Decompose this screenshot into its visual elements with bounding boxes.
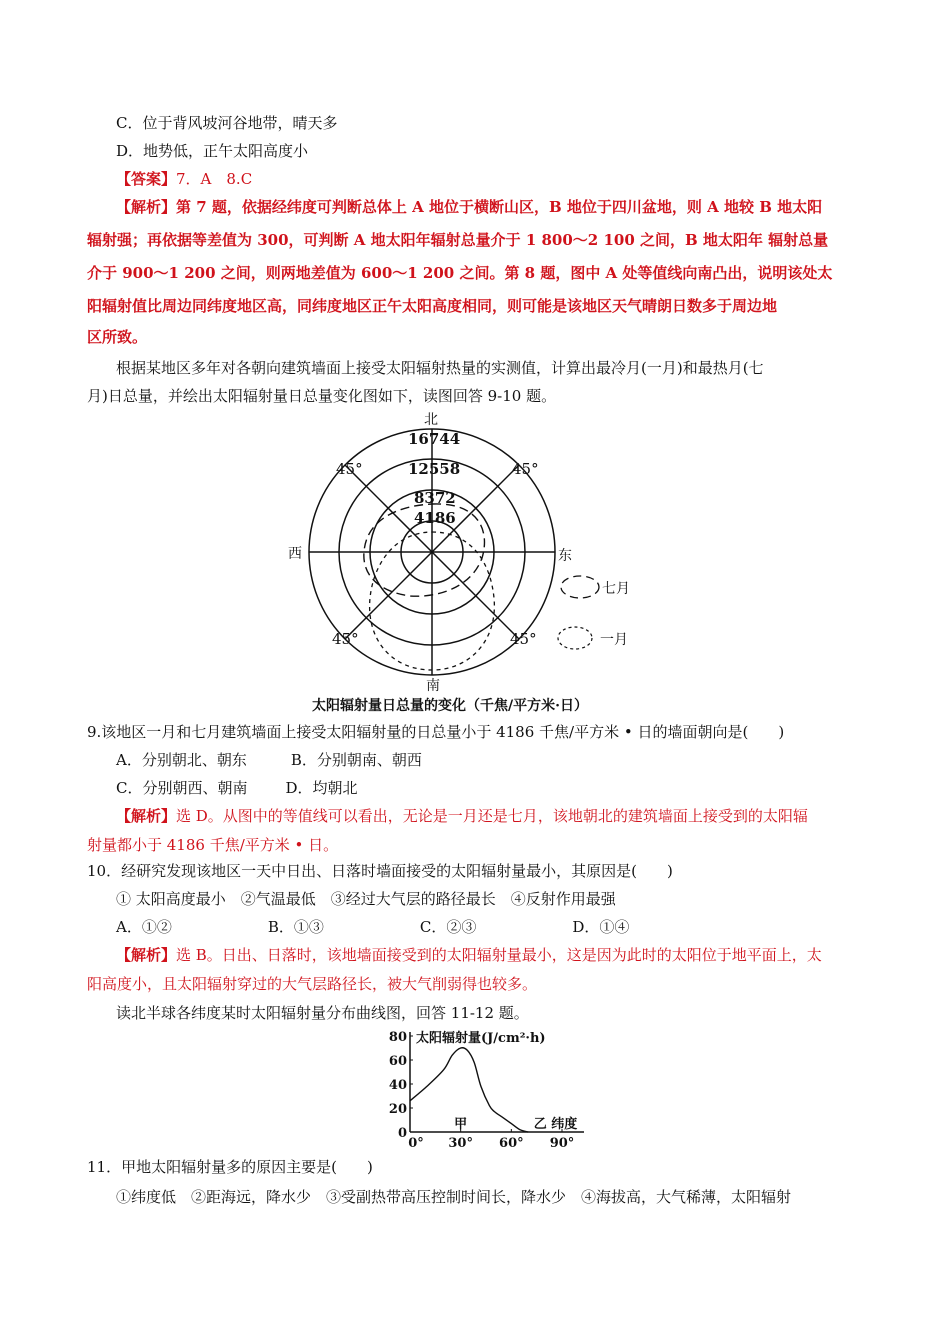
west-label: 西 (288, 546, 302, 562)
radiation-curve (410, 1048, 528, 1132)
legend-jan-label: 一月 (600, 632, 628, 648)
south-label: 南 (426, 678, 440, 694)
angle-label-nw: 45° (336, 460, 363, 478)
x-tick-label: 60° (499, 1136, 524, 1151)
angle-label-sw: 45° (332, 630, 359, 648)
q9-option-d: D．均朝北 (285, 779, 358, 797)
analysis-tag: 【解析】 (116, 807, 177, 825)
q8-option-d: D．地势低，正午太阳高度小 (116, 142, 309, 160)
intro-9-10-line: 月)日总量，并绘出太阳辐射量日总量变化图如下，读图回答 9-10 题。 (87, 387, 557, 405)
latitude-radiation-chart (388, 1028, 618, 1150)
y-tick-label: 80 (388, 1030, 407, 1045)
q10-stem: 10．经研究发现该地区一天中日出、日落时墙面接受的太阳辐射量最小，其原因是( ) (87, 862, 673, 880)
east-label: 东 (558, 548, 572, 564)
y-tick-label: 20 (388, 1102, 407, 1117)
annotation-jia: 甲 (454, 1117, 468, 1132)
answer-text: 7．A 8.C (176, 170, 253, 188)
q10-option-d: D．①④ (572, 918, 630, 936)
y-tick-label: 40 (388, 1078, 407, 1093)
q8-option-c: C．位于背风坡河谷地带，晴天多 (116, 114, 338, 132)
x-tick-label: 90° (549, 1136, 575, 1151)
q9-options-row (116, 749, 422, 771)
north-label: 北 (424, 412, 438, 428)
q10-options-row (116, 916, 629, 938)
q10-choices: ① 太阳高度最小 ②气温最低 ③经过大气层的路径最长 ④反射作用最强 (116, 890, 616, 908)
q11-stem: 11．甲地太阳辐射量多的原因主要是( ) (87, 1158, 373, 1176)
x-axis-label: 纬度 (551, 1117, 578, 1132)
q9-analysis-line: 射量都小于 4186 千焦/平方米 • 日。 (87, 836, 339, 854)
angle-label-se: 45° (510, 630, 537, 648)
q10-option-a: A．①② (116, 918, 172, 936)
q9-stem: 9.该地区一月和七月建筑墙面上接受太阳辐射量的日总量小于 4186 千焦/平方米 • 日的墙面朝向是( ) (87, 723, 785, 741)
ring-value-8372: 8372 (414, 489, 456, 507)
q9-option-a: A．分别朝北、朝东 (116, 751, 247, 769)
angle-label-ne: 45° (512, 460, 539, 478)
q10-analysis: 【解析】选 B。日出、日落时，该地墙面接受到的太阳辐射量最小，这是因为此时的太阳位于地平面上，太 (116, 946, 822, 964)
chart-title: 太阳辐射量(J/cm²·h) (416, 1031, 546, 1046)
y-tick-label: 0 (397, 1126, 407, 1141)
intro-11-12: 读北半球各纬度某时太阳辐射量分布曲线图，回答 11-12 题。 (116, 1004, 529, 1022)
y-tick-label: 60 (388, 1054, 407, 1069)
analysis-7-8-line: 介于 900～1 200 之间，则两地差值为 600～1 200 之间。第 8 题，图中 A 处等值线向南凸出，说明该处太 (87, 264, 833, 282)
q10-option-c: C．②③ (419, 918, 477, 936)
q9-options-row (116, 777, 358, 799)
analysis-7-8-line: 阳辐射值比周边同纬度地区高，同纬度地区正午太阳高度相同，则可能是该地区天气晴朗日数多于周边地 (87, 297, 778, 315)
legend-jan-swatch (558, 627, 592, 649)
analysis-7-8-line: 辐射强；再依据等差值为 300，可判断 A 地太阳年辐射总量介于 1 800～2 100 之间，B 地太阳年 辐射总量 (87, 231, 829, 249)
q10-option-b: B．①③ (267, 918, 324, 936)
legend-july-label: 七月 (602, 581, 630, 597)
ring-value-12558: 12558 (408, 460, 461, 478)
polar-caption: 太阳辐射量日总量的变化（千焦/平方米·日） (312, 698, 588, 714)
ring-value-4186: 4186 (414, 509, 456, 527)
q9-analysis: 【解析】选 D。从图中的等值线可以看出，无论是一月还是七月，该地朝北的建筑墙面上接受到的太阳辐 (116, 807, 808, 825)
analysis-7-8-line: 【解析】第 7 题，依据经纬度可判断总体上 A 地位于横断山区，B 地位于四川盆地，则 A 地较 B 地太阳 (116, 198, 823, 216)
analysis-tag: 【解析】 (116, 198, 177, 216)
q10-analysis-line: 阳高度小，且太阳辐射穿过的大气层路径长，被大气削弱得也较多。 (87, 975, 538, 993)
analysis-tag: 【解析】 (116, 946, 177, 964)
answer-tag: 【答案】 (116, 170, 177, 188)
q9-option-b: B．分别朝南、朝西 (290, 751, 422, 769)
annotation-yi: 乙 (533, 1117, 547, 1132)
polar-radiation-diagram (290, 408, 660, 718)
legend-july-swatch (561, 576, 599, 598)
q11-choices: ①纬度低 ②距海远，降水少 ③受副热带高压控制时间长，降水少 ④海拔高，大气稀薄，太阳辐射 (116, 1188, 792, 1206)
x-tick-label: 30° (448, 1136, 473, 1151)
ring-value-16744: 16744 (408, 430, 461, 448)
answer-7-8 (116, 168, 252, 190)
x-tick-label: 0° (408, 1136, 424, 1151)
q9-option-c: C．分别朝西、朝南 (116, 779, 248, 797)
intro-9-10-line: 根据某地区多年对各朝向建筑墙面上接受太阳辐射热量的实测值，计算出最冷月(一月)和最热月(七 (116, 359, 764, 377)
analysis-7-8-line: 区所致。 (87, 328, 148, 346)
